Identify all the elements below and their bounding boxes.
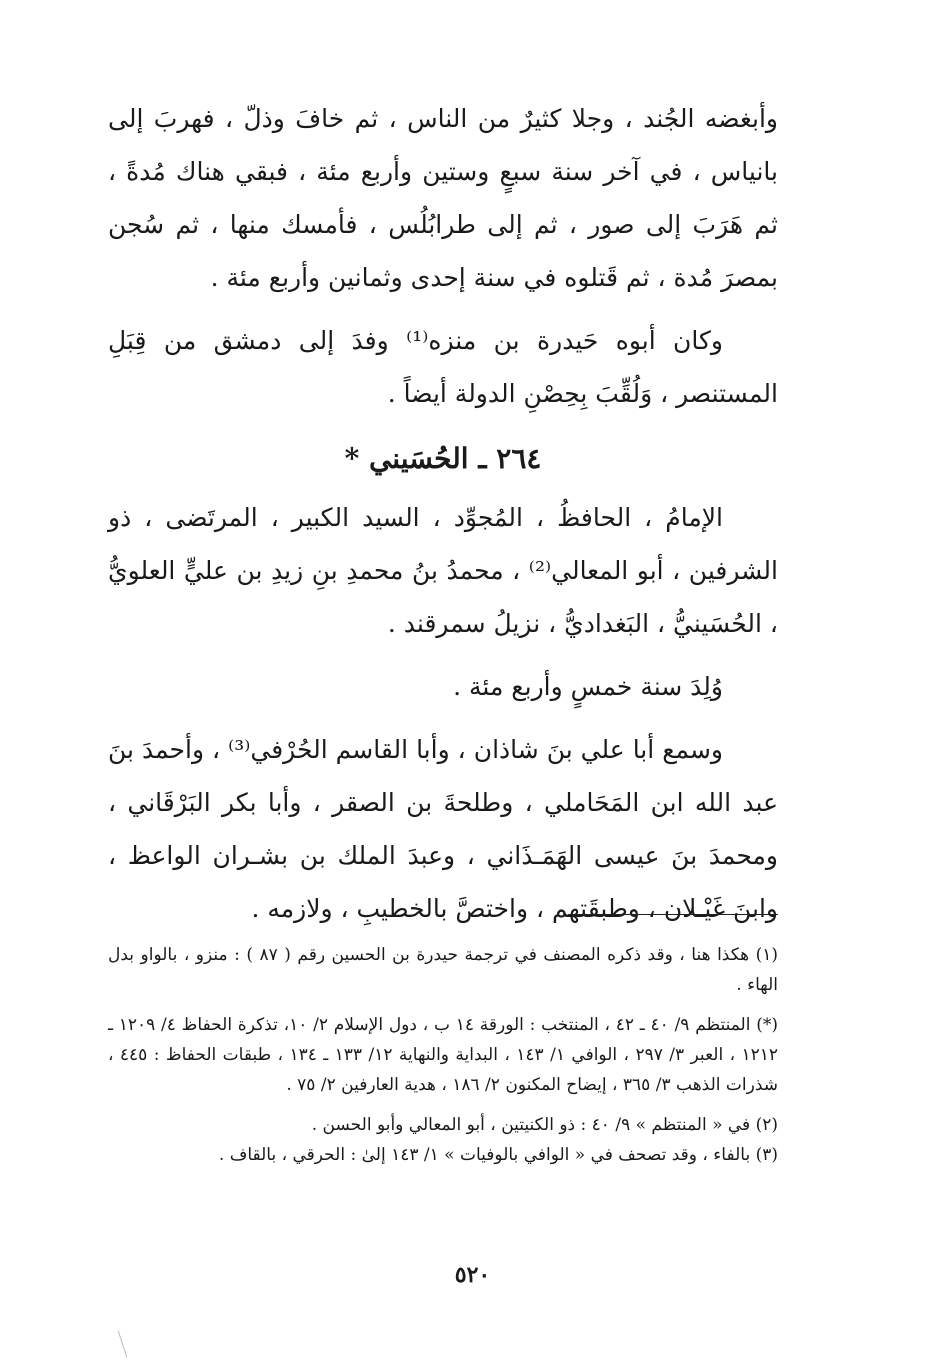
paragraph-flight-and-death: وأبغضه الجُند ، وجلا كثيرٌ من الناس ، ثم خافَ وذلّ ، فهربَ إلى بانياس ، في آخر سنة سبعٍ وستين وأربع مئة ، فبقي هناك مُدةً ، ثم هَرَبَ إلى صور ، ثم إلى طرابُلُس ، فأمسك منها ، ثم سُجن بمصرَ مُدة ، ثم قَتلوه في سنة إحدى وثمانين وأربع مئة .	[108, 104, 778, 292]
paragraph-father: وكان أبوه حَيدرة بن منزه⁽¹⁾ وفدَ إلى دمشق من قِبَلِ المستنصر ، وَلُقِّبَ بِحِصْنِ الدولة أيضاً .	[108, 326, 778, 408]
footnote-separator	[568, 914, 778, 915]
footnote-3: (٣) بالفاء ، وقد تصحف في « الوافي بالوفيات » ١/ ١٤٣ إلىٰ : الحرقي ، بالقاف .	[218, 1145, 778, 1165]
paragraph-teachers: وسمع أبا علي بنَ شاذان ، وأبا القاسم الحُرْفي⁽³⁾ ، وأحمدَ بنَ عبد الله ابن المَحَاملي ، وطلحةَ بن الصقر ، وأبا بكر البَرْقَاني ، ومحمدَ بنَ عيسى الهَمَـذَاني ، وعبدَ الملك بن بشـران الواعظ ، وابنَ غَيْـلان ، وطبقَتهم ، واختصَّ بالخطيبِ ، ولازمه .	[108, 735, 778, 923]
main-text	[108, 92, 778, 935]
footnote-sources: (*) المنتظم ٩/ ٤٠ ـ ٤٢ ، المنتخب : الورقة ١٤ ب ، دول الإسلام ٢/ ١٠، تذكرة الحفاظ ٤/ ١٢٠٩ ـ ١٢١٢ ، العبر ٣/ ٢٩٧ ، الوافي ١/ ١٤٣ ، البداية والنهاية ١٢/ ١٣٣ ـ ١٣٤ ، طبقات الحفاظ : ٤٤٥ ، شذرات الذهب ٣/ ٣٦٥ ، إيضاح المكنون ٢/ ١٨٦ ، هدية العارفين ٢/ ٧٥ .	[108, 1015, 779, 1095]
page-number: ٥٢٠	[454, 1262, 491, 1288]
footnotes	[108, 940, 778, 1170]
footnote-1: (١) هكذا هنا ، وقد ذكره المصنف في ترجمة حيدرة بن الحسين رقم ( ٨٧ ) : منزو ، بالواو بدل الهاء .	[108, 945, 778, 995]
paragraph-birth: وُلِدَ سنة خمسٍ وأربع مئة .	[453, 672, 723, 701]
footnote-2: (٢) في « المنتظم » ٩/ ٤٠ : ذو الكنيتين ، أبو المعالي وأبو الحسن .	[311, 1115, 778, 1135]
entry-heading: ٢٦٤ ـ الحُسَيني *	[344, 442, 542, 475]
scan-mark	[118, 1331, 128, 1358]
paragraph-titles: الإمامُ ، الحافظُ ، المُجوِّد ، السيد الكبير ، المرتَضى ، ذو الشرفين ، أبو المعالي⁽²⁾ ، محمدُ بنُ محمدِ بنِ زيدِ بن عليٍّ العلويُّ ، الحُسَينيُّ ، البَغداديُّ ، نزيلُ سمرقند .	[108, 503, 778, 638]
